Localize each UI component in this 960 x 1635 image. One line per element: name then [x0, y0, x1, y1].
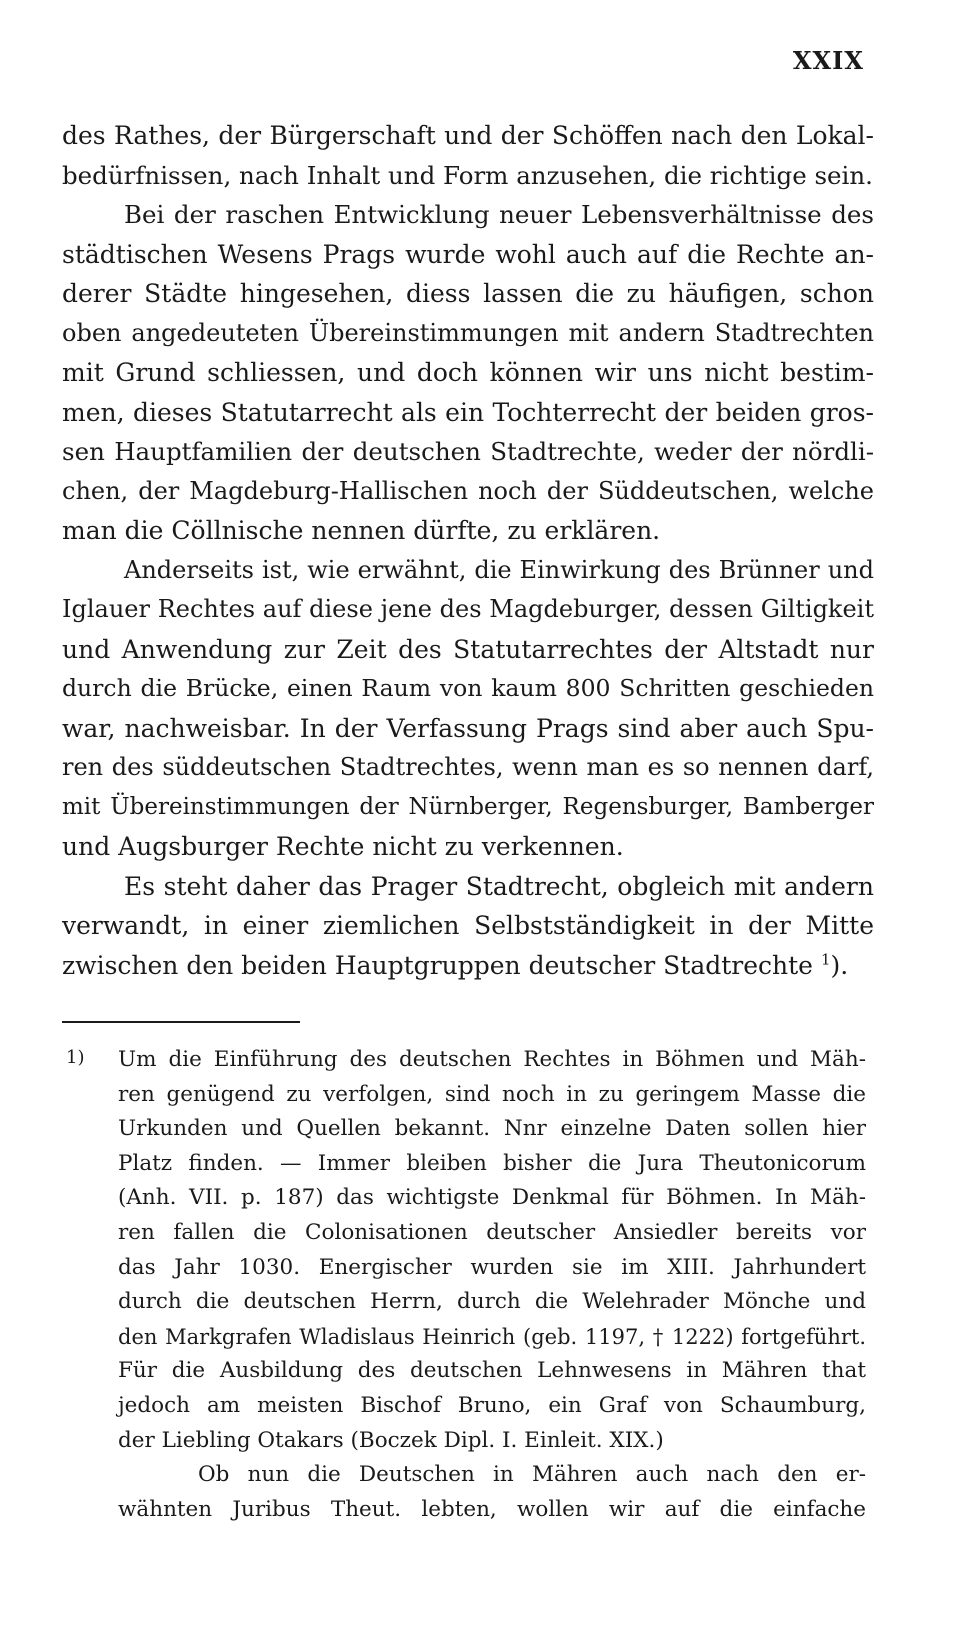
body-line: Iglauer Rechtes auf diese jene des Magdeburger, dessen Giltigkeit [62, 595, 874, 623]
body-line: Es steht daher das Prager Stadtrecht, obgleich mit andern [124, 871, 874, 901]
body-line: durch die Brücke, einen Raum von kaum 800 Schritten geschieden [62, 674, 874, 702]
body-text [62, 116, 874, 985]
footnote [66, 1043, 866, 1527]
body-line-final [62, 946, 874, 986]
footnote-line [66, 1043, 866, 1078]
footnote-reference: 1 [820, 950, 831, 969]
footnote-line: den Markgrafen Wladislaus Heinrich (geb. 1197, † 1222) fortgeführt. [118, 1324, 866, 1349]
footnote-line: durch die deutschen Herrn, durch die Welehrader Mönche und [118, 1289, 866, 1315]
body-line: mit Grund schliessen, und doch können wir uns nicht bestim- [62, 358, 874, 387]
footnote-line: Für die Ausbildung des deutschen Lehnwesens in Mähren that [118, 1358, 866, 1384]
body-line: und Augsburger Rechte nicht zu verkennen. [62, 832, 624, 861]
body-line: ren des süddeutschen Stadtrechtes, wenn man es so nennen darf, [62, 753, 874, 781]
body-line: verwandt, in einer ziemlichen Selbstständigkeit in der Mitte [62, 911, 874, 940]
footnote-line: (Anh. VII. p. 187) das wichtigste Denkmal für Böhmen. In Mäh- [118, 1185, 866, 1211]
body-line: derer Städte hingesehen, diess lassen die zu häufigen, schon [62, 279, 874, 308]
body-line: sen Hauptfamilien der deutschen Stadtrechte, weder der nördli- [62, 437, 874, 466]
body-line: mit Übereinstimmungen der Nürnberger, Regensburger, Bamberger [62, 793, 874, 820]
footnote-line: jedoch am meisten Bischof Bruno, ein Graf von Schaumburg, [118, 1392, 866, 1418]
body-line: städtischen Wesens Prags wurde wohl auch auf die Rechte an- [62, 239, 874, 269]
footnote-line: Urkunden und Quellen bekannt. Nnr einzelne Daten sollen hier [118, 1116, 866, 1142]
footnote-line-text: Um die Einführung des deutschen Rechtes in Böhmen und Mäh- [118, 1047, 866, 1072]
body-line: Anderseits ist, wie erwähnt, die Einwirkung des Brünner und [124, 555, 874, 584]
footnote-line: ren fallen die Colonisationen deutscher Ansiedler bereits vor [118, 1219, 866, 1245]
body-line: und Anwendung zur Zeit des Statutarrechtes der Altstadt nur [62, 634, 874, 664]
body-line: bedürfnissen, nach Inhalt und Form anzusehen, die richtige sein. [62, 160, 873, 190]
body-line: oben angedeuteten Übereinstimmungen mit andern Stadtrechten [62, 318, 874, 347]
body-line-text: zwischen den beiden Hauptgruppen deutscher Stadtrechte [62, 950, 813, 980]
footnote-marker: 1) [66, 1047, 85, 1068]
body-line: men, dieses Statutarrecht als ein Tochterrecht der beiden gros- [62, 397, 874, 427]
footnote-line: das Jahr 1030. Energischer wurden sie im XIII. Jahrhundert [118, 1254, 866, 1280]
body-line: man die Cöllnische nennen dürfte, zu erklären. [62, 516, 661, 545]
footnote-line: ren genügend zu verfolgen, sind noch in zu geringem Masse die [118, 1081, 866, 1107]
body-line: des Rathes, der Bürgerschaft und der Schöffen nach den Lokal- [62, 121, 874, 150]
footnote-line: wähnten Juribus Theut. lebten, wollen wir auf die einfache [118, 1496, 866, 1522]
footnote-line: Platz finden. — Immer bleiben bisher die Jura Theutonicorum [118, 1150, 866, 1176]
page-number: XXIX [792, 46, 864, 75]
body-line: war, nachweisbar. In der Verfassung Prags sind aber auch Spu- [62, 713, 874, 743]
body-line: Bei der raschen Entwicklung neuer Lebensverhältnisse des [124, 200, 874, 229]
footnote-separator [62, 1021, 300, 1023]
body-line: chen, der Magdeburg-Hallischen noch der Süddeutschen, welche [62, 476, 874, 505]
footnote-line: der Liebling Otakars (Boczek Dipl. I. Einleit. XIX.) [118, 1427, 664, 1453]
footnote-line: Ob nun die Deutschen in Mähren auch nach den er- [198, 1462, 866, 1488]
body-line-punctuation: ). [830, 950, 849, 980]
